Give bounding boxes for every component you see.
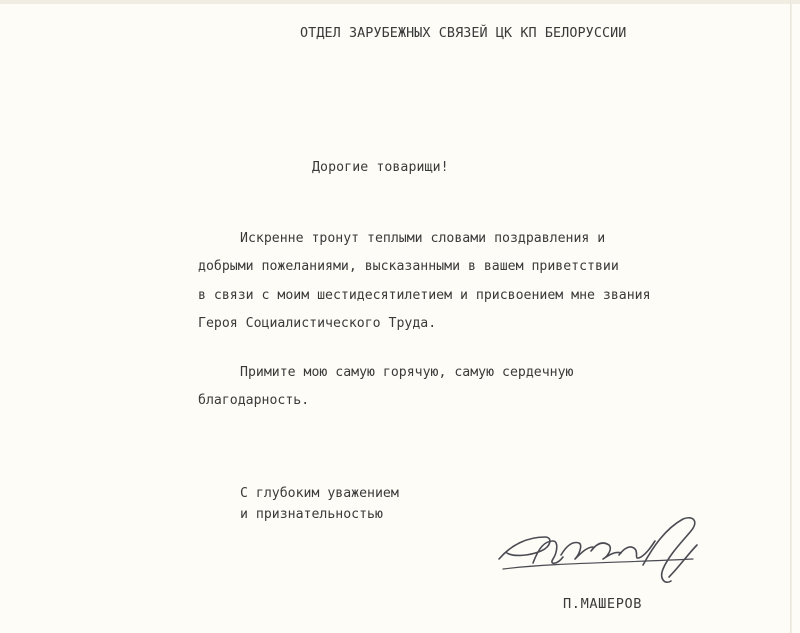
paper-top-edge <box>0 0 800 4</box>
closing-line-1: С глубоким уважением <box>240 486 399 501</box>
department-header: ОТДЕЛ ЗАРУБЕЖНЫХ СВЯЗЕЙ ЦК КП БЕЛОРУССИИ <box>300 26 627 41</box>
closing-line-2: и признательностью <box>240 507 383 522</box>
salutation: Дорогие товарищи! <box>312 160 449 175</box>
paragraph-1-line-4: Героя Социалистического Труда. <box>198 316 437 331</box>
paragraph-2-line-2: благодарность. <box>198 393 310 408</box>
paper-fold-shadow <box>790 0 792 633</box>
paragraph-1-line-1: Искренне тронут теплыми словами поздравления и <box>240 231 606 246</box>
handwritten-signature <box>493 507 718 597</box>
paragraph-2-line-1: Примите мою самую горячую, самую сердечную <box>240 365 574 380</box>
paragraph-1-line-2: добрыми пожеланиями, высказанными в вашем приветствии <box>198 259 619 274</box>
signature-name: П.МАШЕРОВ <box>563 596 643 612</box>
paragraph-1-line-3: в связи с моим шестидесятилетием и присвоением мне звания <box>198 288 651 303</box>
